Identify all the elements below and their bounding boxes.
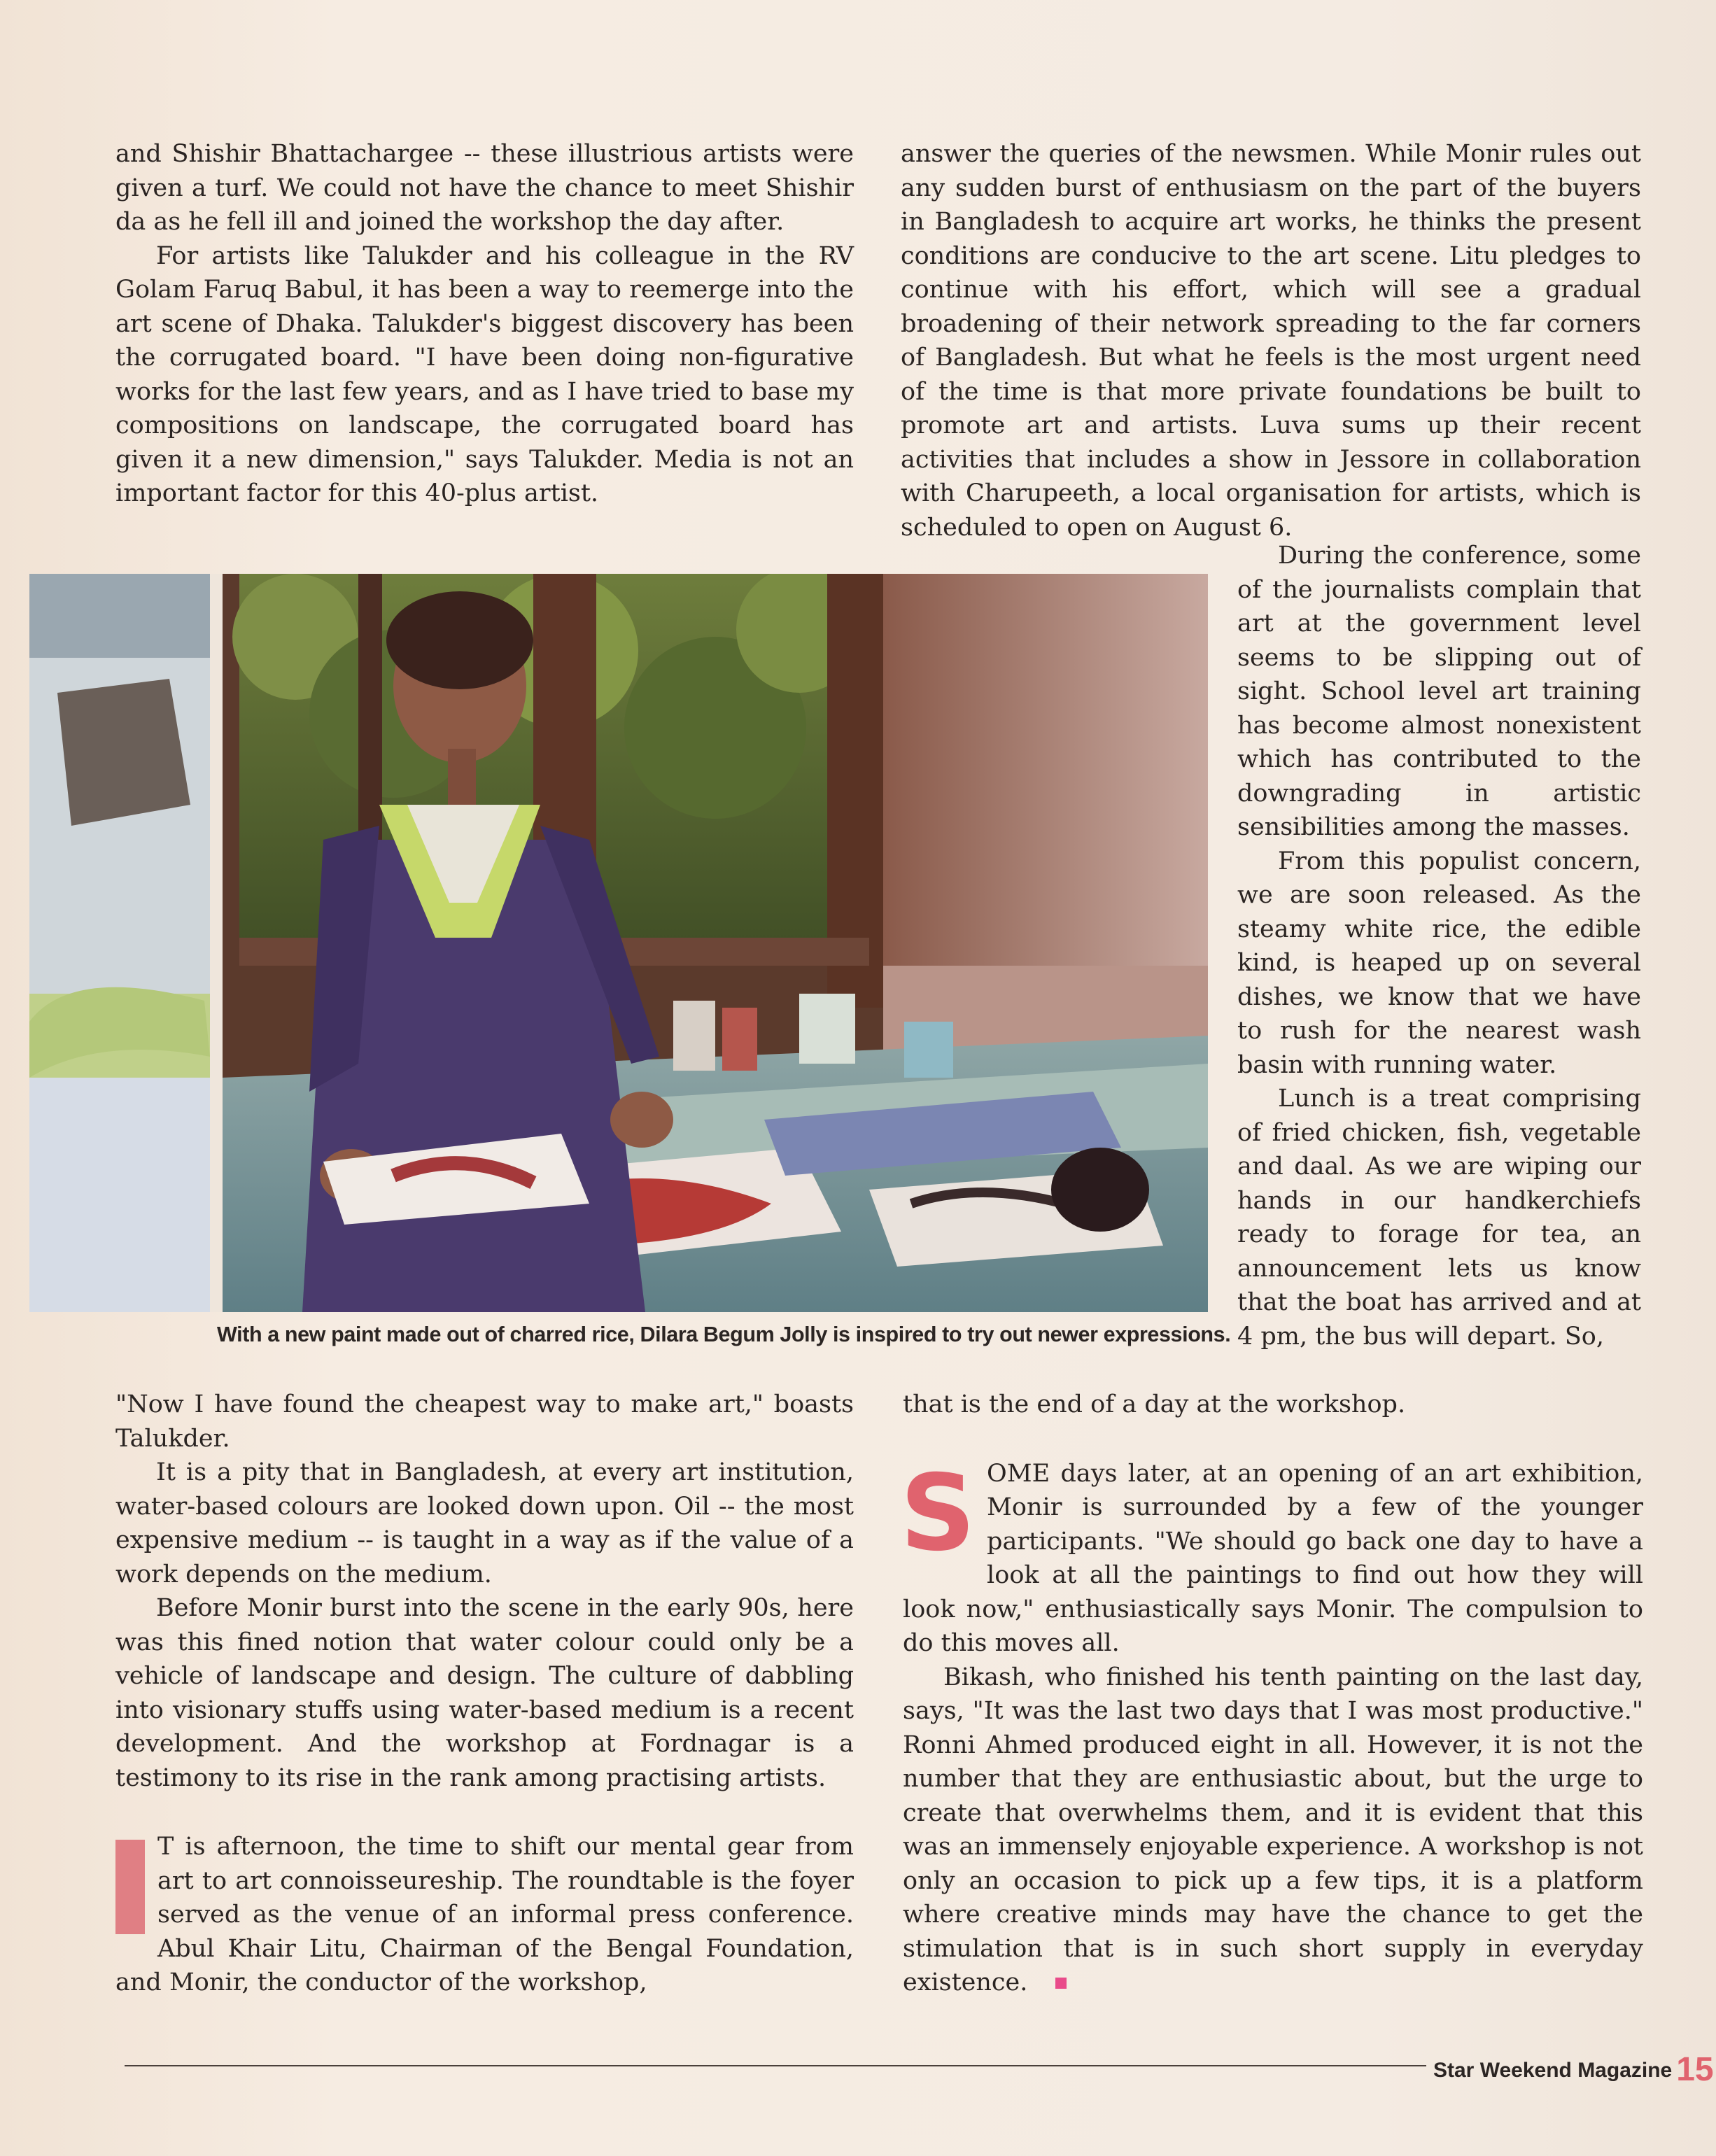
- workshop-photo: [29, 574, 1208, 1312]
- right-column-bottom: [900, 1388, 1643, 2000]
- dropcap-i: [115, 1840, 145, 1934]
- dropcap-s: S: [900, 1452, 976, 1574]
- paragraph: It is a pity that in Bangladesh, at every art institution, water-based colours are looked down upon. Oil -- the most expensive medium -- is taught in a way as if the value of a work depends on the medium.: [115, 1458, 854, 1588]
- paragraph-text: Bikash, who finished his tenth painting on the last day, says, "It was the last two days that I was most productive." Ronni Ahmed produced eight in all. However, it is not the number that they are enthusiastic about, but the urge to create that overwhelms them, and it is evident that this was an immensely enjoyable experience. A workshop is not only an occasion to pick up a few tips, it is a platform where creative minds may have the chance to get the stimulation that is in such short supply in everyday existence.: [903, 1663, 1643, 1996]
- footer-rule: [125, 2065, 1426, 2066]
- paragraph: and Shishir Bhattachargee -- these illustrious artists were given a turf. We could not have the chance to meet Shishir da as he fell ill and joined the workshop the day after.: [115, 140, 854, 236]
- paragraph: For artists like Talukder and his colleague in the RV Golam Faruq Babul, it has been a way to reemerge into the art scene of Dhaka. Talukder's biggest discovery has been the corrugated board. "I have been doing non-figurative works for the last few years, and as I have tried to base my compositions on landscape, the corrugated board has given it a new dimension," says Talukder. Media is not an important factor for this 40-plus artist.: [115, 241, 854, 507]
- paragraph: [903, 1661, 1643, 2000]
- left-column-bottom: [115, 1388, 854, 2000]
- photo-caption: With a new paint made out of charred rice, Dilara Begum Jolly is inspired to try out newer expressions.: [217, 1323, 1231, 1346]
- paragraph: Before Monir burst into the scene in the early 90s, here was this fined notion that water colour could only be a vehicle of landscape and design. The culture of dabbling into visionary stuffs using water-based medium is a recent development. And the workshop at Fordnagar is a testimony to its rise in the rank among practising artists.: [115, 1594, 854, 1792]
- paragraph: From this populist concern, we are soon released. As the steamy white rice, the edible kind, is heaped up on several dishes, we know that we have to rush for the nearest wash basin with running water.: [1237, 847, 1641, 1079]
- section-text: OME days later, at an opening of an art exhibition, Monir is surrounded by a few of the younger participants. "We should go back one day to have a look at all the paintings to find out how they will look now," enthusiastically says Monir. The compulsion to do this moves all.: [903, 1459, 1643, 1657]
- section-paragraph: [115, 1830, 854, 2000]
- page-number: 15: [1676, 2051, 1714, 2088]
- paragraph: answer the queries of the newsmen. While Monir rules out any sudden burst of enthusiasm on the part of the buyers in Bangladesh to acquire art works, he thinks the present conditions are conducive to the art scene. Litu pledges to continue with his effort, which will see a gradual broadening of their network spreading to the far corners of Bangladesh. But what he feels is the most urgent need of the time is that more private foundations be built to promote art and artists. Luva sums up their recent activities that includes a show in Jessore in collaboration with Charupeeth, a local organisation for artists, which is scheduled to open on August 6.: [901, 140, 1641, 542]
- section-text: T is afternoon, the time to shift our mental gear from art to art connoisseureship. The roundtable is the foyer served as the venue of an informal press conference. Abul Khair Litu, Chairman of the Bengal Foundation, and Monir, the conductor of the workshop,: [115, 1833, 854, 1996]
- narrow-column: [1237, 539, 1641, 1353]
- paragraph: During the conference, some of the journalists complain that art at the government level seems to be slipping out of sight. School level art training has become almost nonexistent which has contributed to the downgrading in artistic sensibilities among the masses.: [1237, 542, 1641, 841]
- paragraph: Lunch is a treat comprising of fried chicken, fish, vegetable and daal. As we are wiping our hands in our handkerchiefs ready to forage for tea, an announcement lets us know that the boat has arrived and at 4 pm, the bus will depart. So,: [1237, 1085, 1641, 1351]
- section-paragraph: [900, 1452, 1643, 1661]
- right-column-top: [901, 137, 1641, 544]
- end-mark: [1055, 1978, 1067, 1989]
- photo-illustration: [29, 574, 1208, 1312]
- paragraph: "Now I have found the cheapest way to make art," boasts Talukder.: [115, 1390, 854, 1453]
- footer: [1433, 2050, 1714, 2089]
- magazine-name: Star Weekend Magazine: [1433, 2059, 1673, 2082]
- continuation-line: that is the end of a day at the workshop.: [903, 1390, 1406, 1418]
- left-column-top: [115, 137, 854, 511]
